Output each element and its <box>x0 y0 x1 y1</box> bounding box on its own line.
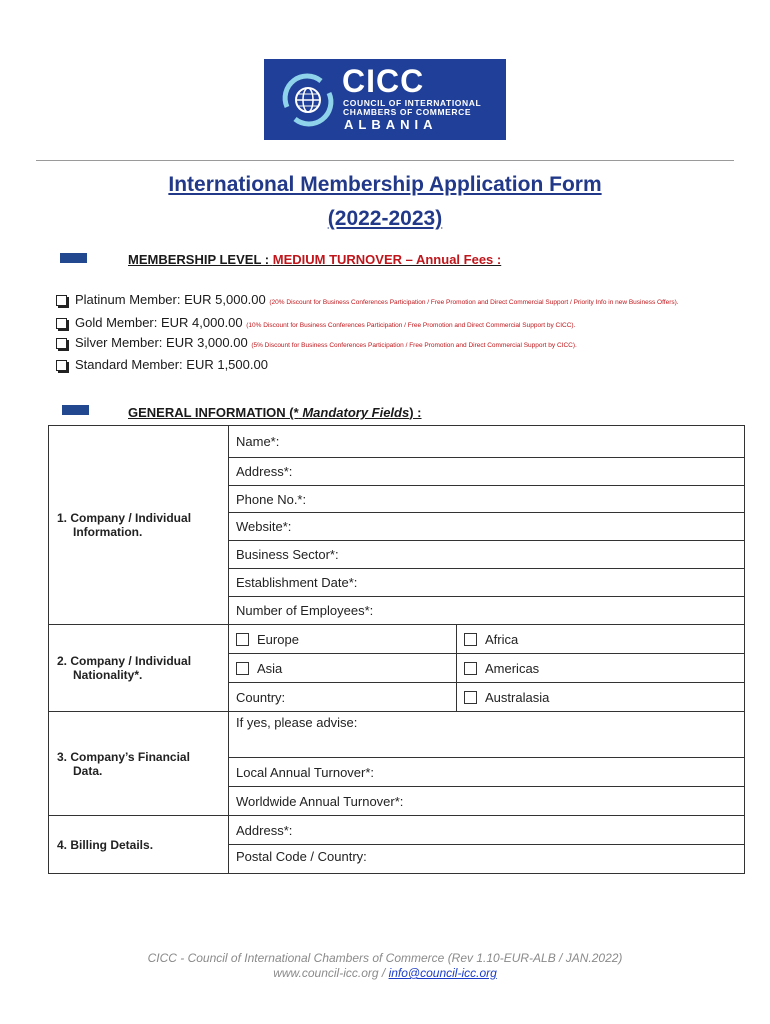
membership-heading-label: MEMBERSHIP LEVEL : <box>128 252 270 267</box>
cicc-logo <box>264 59 506 140</box>
advise-field[interactable]: If yes, please advise: <box>229 712 745 758</box>
section-bullet <box>60 253 87 263</box>
region-label: Australasia <box>485 689 550 705</box>
section-label: 3. Company’s Financial <box>57 749 190 764</box>
establishment-date-field[interactable]: Establishment Date*: <box>229 569 745 597</box>
section-bullet <box>62 405 89 415</box>
option-note: (10% Discount for Business Conferences Participation / Free Promotion and Direct Commercial Support by CICC). <box>246 322 576 329</box>
checkbox-icon[interactable] <box>464 633 477 646</box>
region-asia[interactable] <box>229 654 457 683</box>
application-form-table <box>48 425 745 874</box>
section-billing <box>49 816 229 874</box>
general-info-heading <box>128 405 422 420</box>
checkbox-icon[interactable] <box>56 360 67 371</box>
section-label: 4. Billing Details. <box>57 837 154 852</box>
section-nationality <box>49 625 229 712</box>
region-label: Africa <box>485 631 519 647</box>
checkbox-icon[interactable] <box>236 633 249 646</box>
billing-address-field[interactable]: Address*: <box>229 816 745 845</box>
section-financial <box>49 712 229 816</box>
membership-option-standard[interactable] <box>56 357 268 372</box>
local-turnover-field[interactable]: Local Annual Turnover*: <box>229 758 745 787</box>
footer-contact <box>0 966 770 980</box>
option-note: (20% Discount for Business Conferences Participation / Free Promotion and Direct Commercial Support / Priority Info in new Business Offers). <box>269 299 679 306</box>
section-label-cont: Information. <box>73 525 143 539</box>
region-australasia[interactable] <box>457 683 745 712</box>
logo-subtitle-line1: COUNCIL OF INTERNATIONAL <box>343 98 482 108</box>
checkbox-icon[interactable] <box>56 295 67 306</box>
globe-icon <box>281 73 335 127</box>
membership-heading-highlight: MEDIUM TURNOVER – Annual Fees : <box>272 252 502 267</box>
membership-option-gold[interactable] <box>56 315 575 330</box>
footer-website: www.council-icc.org / <box>273 966 386 980</box>
section-company-info <box>49 426 229 625</box>
checkbox-icon[interactable] <box>464 691 477 704</box>
checkbox-icon[interactable] <box>236 662 249 675</box>
option-label: Platinum Member: EUR 5,000.00 <box>75 292 266 307</box>
logo-subtitle-line2: CHAMBERS OF COMMERCE <box>343 107 472 117</box>
region-africa[interactable] <box>457 625 745 654</box>
region-label: Asia <box>257 660 283 676</box>
checkbox-icon[interactable] <box>56 338 67 349</box>
postal-code-field[interactable]: Postal Code / Country: <box>229 845 745 874</box>
header-divider <box>36 160 734 161</box>
region-label: Americas <box>485 660 540 676</box>
region-label: Europe <box>257 631 299 647</box>
membership-option-silver[interactable] <box>56 335 577 350</box>
section-label: 2. Company / Individual <box>57 654 192 668</box>
country-field[interactable]: Country: <box>229 683 457 712</box>
employees-field[interactable]: Number of Employees*: <box>229 597 745 625</box>
general-heading-italic: Mandatory Fields <box>302 405 410 420</box>
option-label: Silver Member: EUR 3,000.00 <box>75 335 248 350</box>
footer-revision: CICC - Council of International Chambers of Commerce (Rev 1.10-EUR-ALB / JAN.2022) <box>147 951 623 965</box>
region-europe[interactable] <box>229 625 457 654</box>
website-field[interactable]: Website*: <box>229 513 745 541</box>
option-label: Standard Member: EUR 1,500.00 <box>75 357 268 372</box>
form-title: International Membership Application Form <box>168 173 602 196</box>
worldwide-turnover-field[interactable]: Worldwide Annual Turnover*: <box>229 787 745 816</box>
footer-email-link[interactable]: info@council-icc.org <box>388 966 497 980</box>
membership-option-platinum[interactable] <box>56 292 679 307</box>
option-note: (5% Discount for Business Conferences Participation / Free Promotion and Direct Commercial Support by CICC). <box>251 342 577 349</box>
name-field[interactable]: Name*: <box>229 426 745 458</box>
region-americas[interactable] <box>457 654 745 683</box>
business-sector-field[interactable]: Business Sector*: <box>229 541 745 569</box>
section-label: 1. Company / Individual <box>57 511 192 525</box>
address-field[interactable]: Address*: <box>229 458 745 486</box>
section-label-cont: Data. <box>73 763 103 778</box>
checkbox-icon[interactable] <box>464 662 477 675</box>
logo-country: ALBANIA <box>344 117 438 132</box>
checkbox-icon[interactable] <box>56 318 67 329</box>
option-label: Gold Member: EUR 4,000.00 <box>75 315 243 330</box>
membership-heading <box>128 252 501 267</box>
phone-field[interactable]: Phone No.*: <box>229 486 745 513</box>
form-year: (2022-2023) <box>327 207 443 230</box>
section-label-cont: Nationality*. <box>73 668 143 682</box>
general-heading-prefix: GENERAL INFORMATION (* <box>128 405 299 420</box>
logo-wordmark: CICC <box>342 63 425 99</box>
general-heading-suffix: ) : <box>409 405 422 420</box>
